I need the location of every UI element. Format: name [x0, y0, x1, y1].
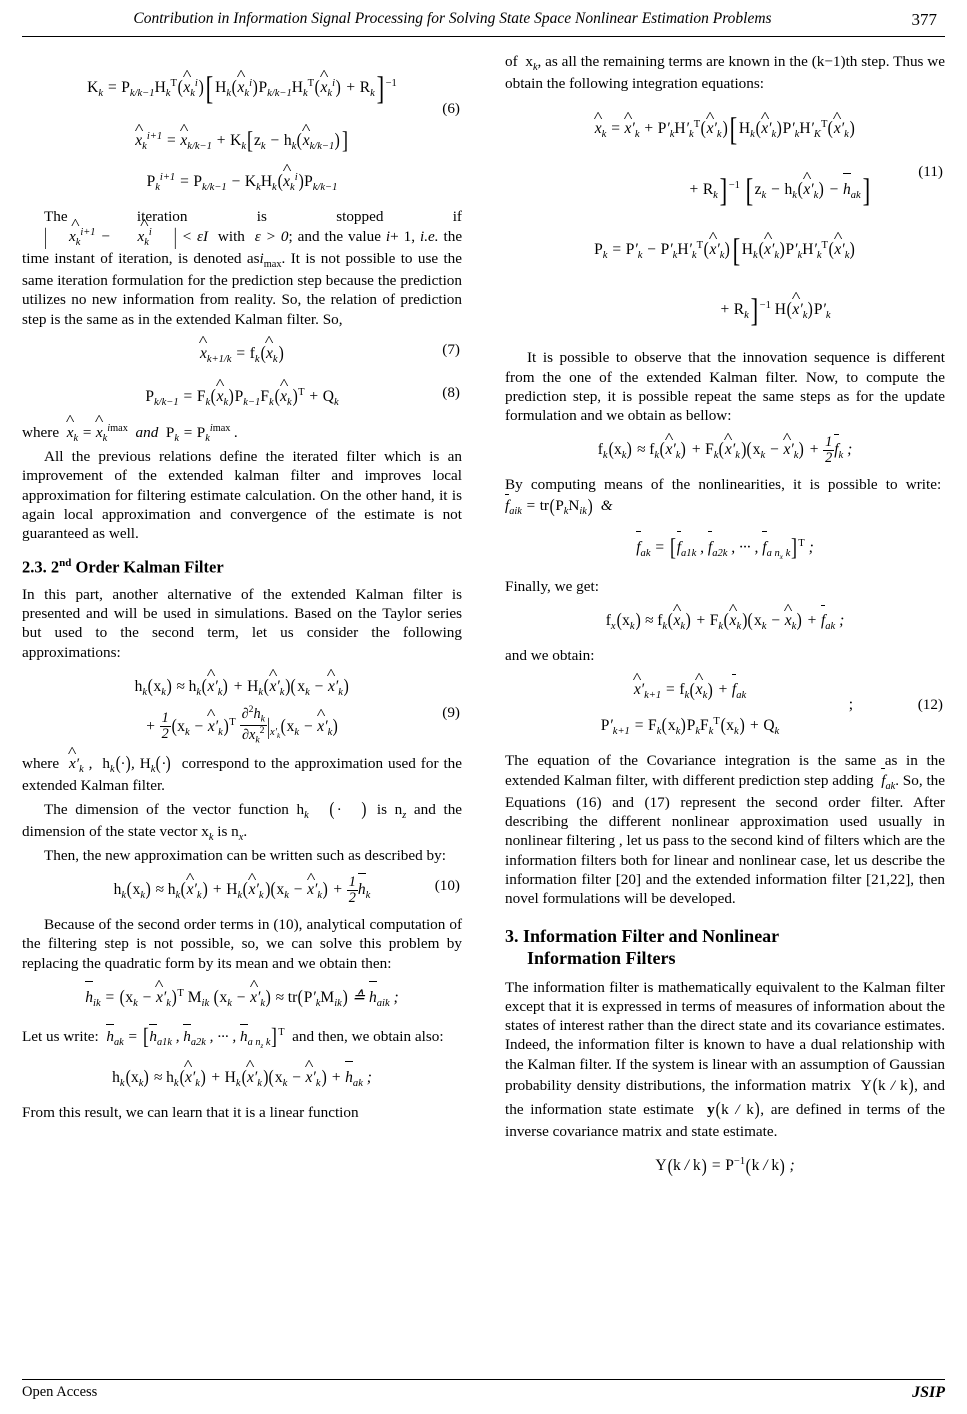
open-access-label: Open Access — [22, 1384, 98, 1400]
equation-6-line-1: $K_k$ = $P_{k/k-1}H_k^T(\^{}$ $x_k^i$)[ $H_k(\^{}$ $x_k^i)P_{k/k-1}H_k^T(\^{}$ $x_k^i) + R_k$] $^{-1}$ — [22, 59, 462, 119]
header-rule — [22, 36, 945, 37]
equation-8-number: (8) — [442, 383, 460, 401]
paragraph-new-approx: Then, the new approximation can be written such as described by: — [44, 847, 446, 865]
equation-6-line-3: $P_k^{i+1} = P_{k/k-1}$ − $K_kH_k(\^{}$ $x_k^i)P_{k/k-1}$ — [22, 164, 462, 200]
equation-fk-approx: $f_k(x_k)$ ≈ $f_k(\^{}$ $x'_k$) + $F_k(\^{}$ $x'_k)(x_k$ − ^ $x'_k$) + $\frac{1}{2}$ $f_k$ ; — [505, 432, 945, 468]
inline-math-nz: $n_z$ — [394, 800, 407, 821]
equation-12 — [505, 673, 945, 745]
two-column-body — [22, 52, 945, 1352]
inline-math-fak: $f_{ak}$ — [881, 771, 896, 792]
footer-rule — [22, 1379, 945, 1380]
paragraph-let-us-write: Let us write: $h_{ak} = [h_{a1k}$ , $h_{a2k}$ , ··· , $h_{a n_z k}]^T$ and then, we obtain also: — [22, 1023, 444, 1051]
paragraph-finally: Finally, we get: — [505, 578, 599, 596]
equation-fx-approx: $f_x(x_k)$ ≈ $f_k(\^{}$ $x_k$) + $F_k(\^{}$ $x_k)(x_k$ − ^ $x_k) + f_{ak}$ ; — [505, 603, 945, 639]
equation-7-number: (7) — [442, 341, 460, 359]
equation-9-number: (9) — [442, 703, 460, 721]
inline-math-ykk: y(k / k) — [707, 1099, 760, 1121]
inline-math-Ykk: Y(k / k) — [860, 1075, 914, 1097]
paragraph-dimensions: The dimension of the vector function $h_k$ ( · ) is $n_z$ and the dimension of the state vector $x_k$ is $n_x$. — [22, 798, 463, 843]
equation-hik: $h_{ik} = (x_k$ − ^ $x'_k)^T$ $M_{ik}$ ($x_k$ − ^ $x'_k) \approx tr(P'_kM_{ik})$ ≙ $h_{aik}$ ; — [22, 980, 462, 1016]
left-column — [22, 52, 462, 1124]
inline-math-approx-symbols: ^ $x'_k$ , $h_k(\cdot)$, $H_k(\cdot)$ — [69, 755, 172, 772]
equation-9-line-1: $h_k(x_k)$ ≈ $h_k(\^{}$ $x'_k$) + $H_k(\^{}$ $x'_k)(x_k$ − ^ $x'_k$) — [22, 669, 462, 705]
equation-11-line-2: + $R_k$] $^{-1}$ [ $z_k$ − $h_k(\^{}$ $x'_k) - h_{ak}$] — [505, 161, 945, 221]
paragraph-covariance-integration: The equation of the Covariance integration is the same as in the extended Kalman filter, with different prediction step adding $f_{ak}$. So, the Equations (16) and (17) represent the second order filter. After describing the different nonlinear approximation used usually in nonlinear filtering , let us pass to the second kind of filters which are the information filters both for linear and nonlinear case, let us describe the information filter [20] and the extended information filter [21,22], then novel formulations will be developed. — [505, 752, 945, 908]
equation-11-line-1: ^ $x_k$ = ^ $x'_k$ + $P'_kH'_k^T(\^{}$ $x'_k$)[ $H_k(\^{}$ $x'_k)P'_kH'_K^T(\^{}$ $x'_k$) — [505, 100, 945, 160]
equation-9-line-2: + $\frac{1}{2}$ ($x_k$ − ^ $x'_k)^T$ $\frac{\partial^2h_k}{\partial x_k^2}$ $|_{x'_k}(x_k$ − ^ $x'_k$) — [22, 705, 462, 746]
paragraph-and-we-obtain: and we obtain: — [505, 647, 595, 665]
paragraph-of-xk: of $x_k$, as all the remaining terms are known in the (k−1)th step. Thus we obtain the following integration equations: — [505, 53, 945, 93]
paragraph-information-filter-intro: The information filter is mathematically equivalent to the Kalman filter except that it is expressed in terms of measures of information about the states of interest rather than the direct state and its covariance estimates. Indeed, the information filter is known to have a dual relationship with the Kalman filter. If the system is linear with an assumption of Gaussian probability density distributions, the information matrix Y(k / k), and the information state estimate y(k / k), are defined in terms of the inverse covariance matrix and state estimate. — [505, 978, 946, 1141]
equation-10: (10) $h_k(x_k)$ ≈ $h_k(\^{}$ $x'_k$) + $H_k(\^{}$ $x'_k)(x_k$ − ^ $x'_k$) + $\frac{1}{2}$ $h_k$ — [22, 872, 462, 908]
page-footer — [22, 1379, 945, 1402]
equation-12-semicolon: ; — [848, 695, 853, 713]
equation-9 — [22, 669, 462, 745]
equation-6 — [22, 59, 462, 200]
equation-12-number: (12) — [917, 695, 943, 713]
paragraph-quadratic-mean: Because of the second order terms in (10), analytical computation of the filtering step is not possible, so, we can solve this problem by replacing the quadratic form by its mean and we obtain then: — [22, 916, 462, 972]
running-title: Contribution in Information Signal Processing for Solving State Space Nonlinear Estimation Problems — [133, 10, 772, 27]
paragraph-linear-function: From this result, we can learn that it is a linear function — [22, 1103, 359, 1121]
inline-math-stop-criterion: | ^ $x_k^{i+1}$ − ^ $x_k^i$ | < εI with ε > 0 — [22, 228, 289, 245]
equation-12-line-1: ^ $x'_{k+1}$ = $f_k(\^{}$ $x_k) + f_{ak}$ — [505, 673, 945, 709]
equation-11-line-3: $P_k = P'_k$ − $P'_kH'_k^T(\^{}$ $x'_k$)[ $H_k(\^{}$ $x'_k)P'_kH'_k^T(\^{}$ $x'_k$) — [505, 221, 945, 281]
equation-8: (8) $P_{k/k-1}$ = $F_k(\^{}$ $x_k)P_{k-1}F_k(\^{}$ $x_k)^T + Q_k$ — [22, 379, 462, 415]
paragraph-innovation-sequence: It is possible to observe that the innovation sequence is different from the one of the extended Kalman filter. Now, to compute the prediction step, it is possible repeat the same steps as for the update formulation and we obtain as bellow: — [505, 349, 945, 425]
inline-math-hak-vector: $h_{ak} = [h_{a1k}$ , $h_{a2k}$ , ··· , $h_{a n_z k}]^T$ — [106, 1023, 285, 1051]
equation-6-line-2: ^ $x_k^{i+1}$ = ^ $x_{k/k-1} + K_k[z_k$ − $h_k(\^{}$ $x_{k/k-1}$)] — [22, 119, 462, 163]
section-heading-3: 3. Information Filter and Nonlinear Information Filters — [505, 925, 780, 969]
right-column — [505, 52, 945, 1191]
equation-11 — [505, 100, 945, 341]
paragraph-iteration-stop: The iteration is stopped if | ^ $x_k^{i+1}$ − ^ $x_k^i$ | < εI with ε > 0; and the value i+ 1, i.e. the time instant of iteration, is denoted asi$_{max}$. It is not possible to use the same iteration formulation for the prediction step because the prediction utilizes no new information from reality. So, the relation of prediction step is the same as in the extended Kalman filter. So, — [22, 207, 462, 330]
equation-7: (7) ^ $x_{k+1/k}$ = $f_k(\^{}$ $x_k$) — [22, 336, 462, 372]
journal-abbrev: JSIP — [912, 1384, 945, 1401]
inline-math-faik: $f_{aik} = tr(P_kN_{ik})$ & — [505, 495, 613, 518]
equation-Y: $Y(k / k) = P^{-1}(k / k)$ ; — [655, 1155, 795, 1177]
equation-10-number: (10) — [434, 877, 460, 895]
section-heading-2-3: 2.3. 2nd Order Kalman Filter — [22, 557, 224, 577]
inline-math-hk: $h_k$ ( · ) — [296, 798, 367, 821]
inline-math-nx: $n_x$ — [231, 822, 244, 843]
inline-math-xk: $x_k$ — [201, 822, 214, 843]
equation-11-number: (11) — [918, 163, 943, 181]
equation-fak-vector: $f_{ak} = [f_{a1k}$ , $f_{a2k}$ , ··· , $f_{a n_x k}]^T$ ; — [636, 534, 814, 562]
paragraph-where-imax: where ^ $x_k$ = ^ $x_k^{imax}$ and $P_k = P_k^{imax}$ . — [22, 422, 462, 445]
paragraph-iterated-filter: All the previous relations define the iterated filter which is an improvement of the extended kalman filter and improves local approximation for filtering estimate calculation. On the other hand, it is again local approximation and convergence of the estimate is not guaranteed as well. — [22, 447, 462, 543]
paragraph-second-order-intro: In this part, another alternative of the extended Kalman filter is presented and will be used in simulations. Based on the Taylor series but used to the second term, let us consider the following approximations: — [22, 585, 462, 661]
inline-math-imax: ^ $x_k$ = ^ $x_k^{imax}$ and $P_k = P_k^{imax}$ . — [67, 424, 238, 441]
page-number: 377 — [911, 10, 937, 29]
paragraph-where-approx: where ^ $x'_k$ , $h_k(\cdot)$, $H_k(\cdot)$ correspond to the approximation used for the extended Kalman filter. — [22, 752, 462, 795]
equation-12-line-2: $P'_{k+1} = F_k(x_k)P_kF_k^T(x_k) + Q_k$ — [600, 715, 780, 738]
equation-hk-linear: $h_k(x_k)$ ≈ $h_k(\^{}$ $x'_k$) + $H_k(\^{}$ $x'_k)(x_k$ − ^ $x'_k) + h_{ak}$ ; — [22, 1060, 462, 1096]
equation-11-line-4: + $R_k$] $^{-1}$ H(^ $x'_k)P'_k$ — [505, 281, 945, 341]
paragraph-computing-means: By computing means of the nonlinearities, it is possible to write: $f_{aik} = tr(P_kN_{ik})$ & — [505, 476, 942, 518]
equation-6-number: (6) — [442, 100, 460, 117]
inline-math-xk-right: $x_k$ — [525, 53, 538, 74]
